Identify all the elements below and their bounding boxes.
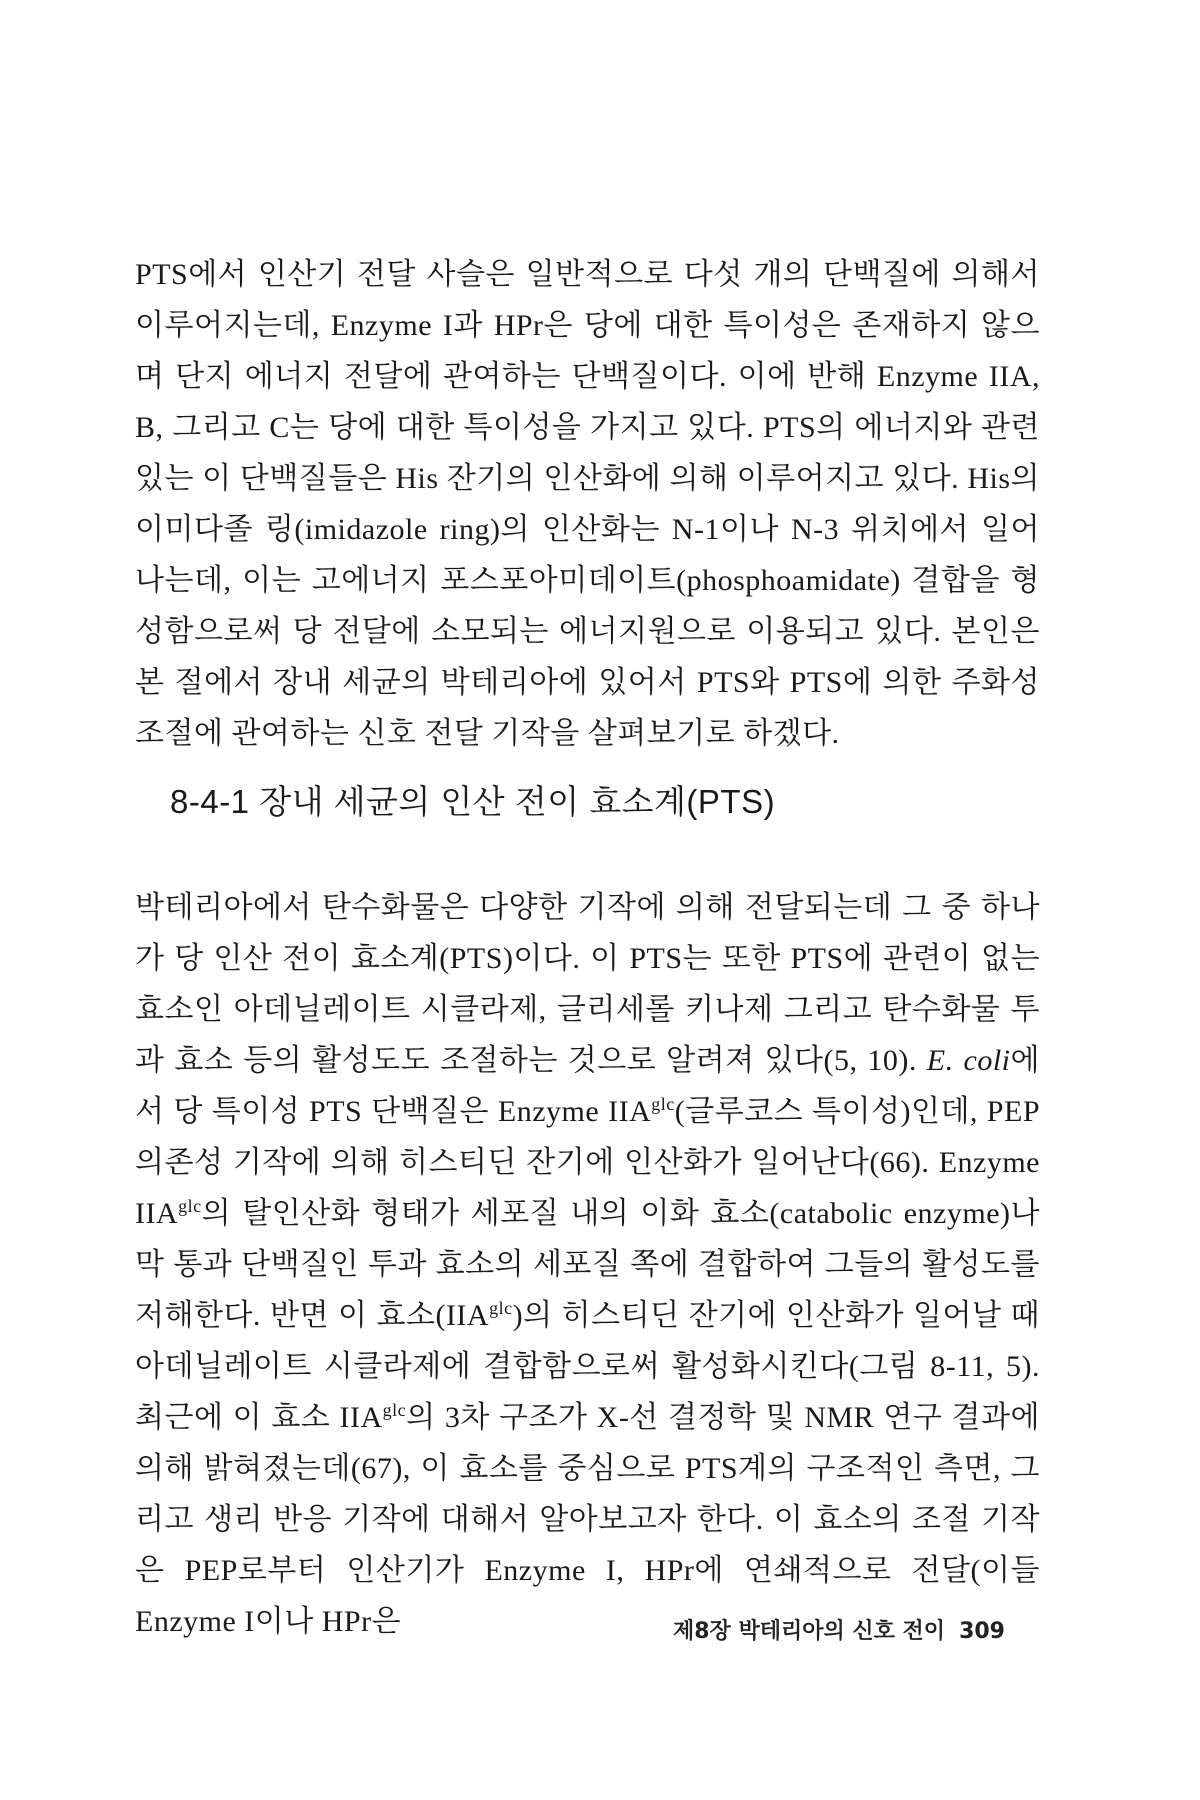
para2-text-3: (글루코스 특이성)인데, PEP 의존성 기작에 의해 히스티딘 잔기에 인산화가 일어난다(66). Enzyme IIA — [135, 1095, 1041, 1230]
superscript-glc: glc — [178, 1196, 202, 1216]
para2-text-1: 박테리아에서 탄수화물은 다양한 기작에 의해 전달되는데 그 중 하나가 당 인산 전이 효소계(PTS)이다. 이 PTS는 또한 PTS에 관련이 없는 효소인 아데닐레이트 시클라제, 글리세롤 키나제 그리고 탄수화물 투과 효소 등의 활성도도 조절하는 것으로 알려져 있다(5, 10). — [135, 891, 1040, 1077]
superscript-glc: glc — [651, 1094, 675, 1114]
section-heading: 8-4-1 장내 세균의 인산 전이 효소계(PTS) — [170, 783, 776, 820]
page-number: 309 — [959, 1619, 1005, 1644]
body-paragraph — [135, 882, 1040, 1647]
superscript-glc: glc — [489, 1298, 513, 1318]
para2-text-4: 의 탈인산화 형태가 세포질 내의 이화 효소(catabolic enzyme)나 막 통과 단백질인 투과 효소의 세포질 쪽에 결합하여 그들의 활성도를 저해한다. 반면 이 효소(IIA — [135, 1197, 1040, 1332]
intro-paragraph: PTS에서 인산기 전달 사슬은 일반적으로 다섯 개의 단백질에 의해서 이루어지는데, Enzyme I과 HPr은 당에 대한 특이성은 존재하지 않으며 단지 에너지 전달에 관여하는 단백질이다. 이에 반해 Enzyme IIA, B, 그리고 C는 당에 대한 특이성을 가지고 있다. PTS의 에너지와 관련 있는 이 단백질들은 His 잔기의 인산화에 의해 이루어지고 있다. His의 이미다졸 링(imidazole ring)의 인산화는 N-1이나 N-3 위치에서 일어나는데, 이는 고에너지 포스포아미데이트(phosphoamidate) 결합을 형성함으로써 당 전달에 소모되는 에너지원으로 이용되고 있다. 본인은 본 절에서 장내 세균의 박테리아에 있어서 PTS와 PTS에 의한 주화성 조절에 관여하는 신호 전달 기작을 살펴보기로 하겠다. — [135, 258, 1040, 750]
para2-text-2: 에서 당 특이성 PTS 단백질은 Enzyme IIA — [135, 1044, 1041, 1128]
superscript-glc: glc — [382, 1400, 407, 1420]
running-chapter-title: 제8장 박테리아의 신호 전이 — [673, 1619, 946, 1644]
para2-text-5: )의 히스티딘 잔기에 인산화가 일어날 때 아데닐레이트 시클라제에 결합함으로써 활성화시킨다(그림 8-11, 5). 최근에 이 효소 IIA — [135, 1299, 1040, 1434]
para2-text-6: 의 3차 구조가 X-선 결정학 및 NMR 연구 결과에 의해 밝혀졌는데(67), 이 효소를 중심으로 PTS계의 구조적인 측면, 그리고 생리 반응 기작에 대해서 알아보고자 한다. 이 효소의 조절 기작은 PEP로부터 인산기가 Enzyme I, HPr에 연쇄적으로 전달(이들 Enzyme I이나 HPr은 — [135, 1401, 1040, 1638]
page-footer — [659, 1614, 1005, 1645]
species-name: E. coli — [926, 1044, 1011, 1077]
